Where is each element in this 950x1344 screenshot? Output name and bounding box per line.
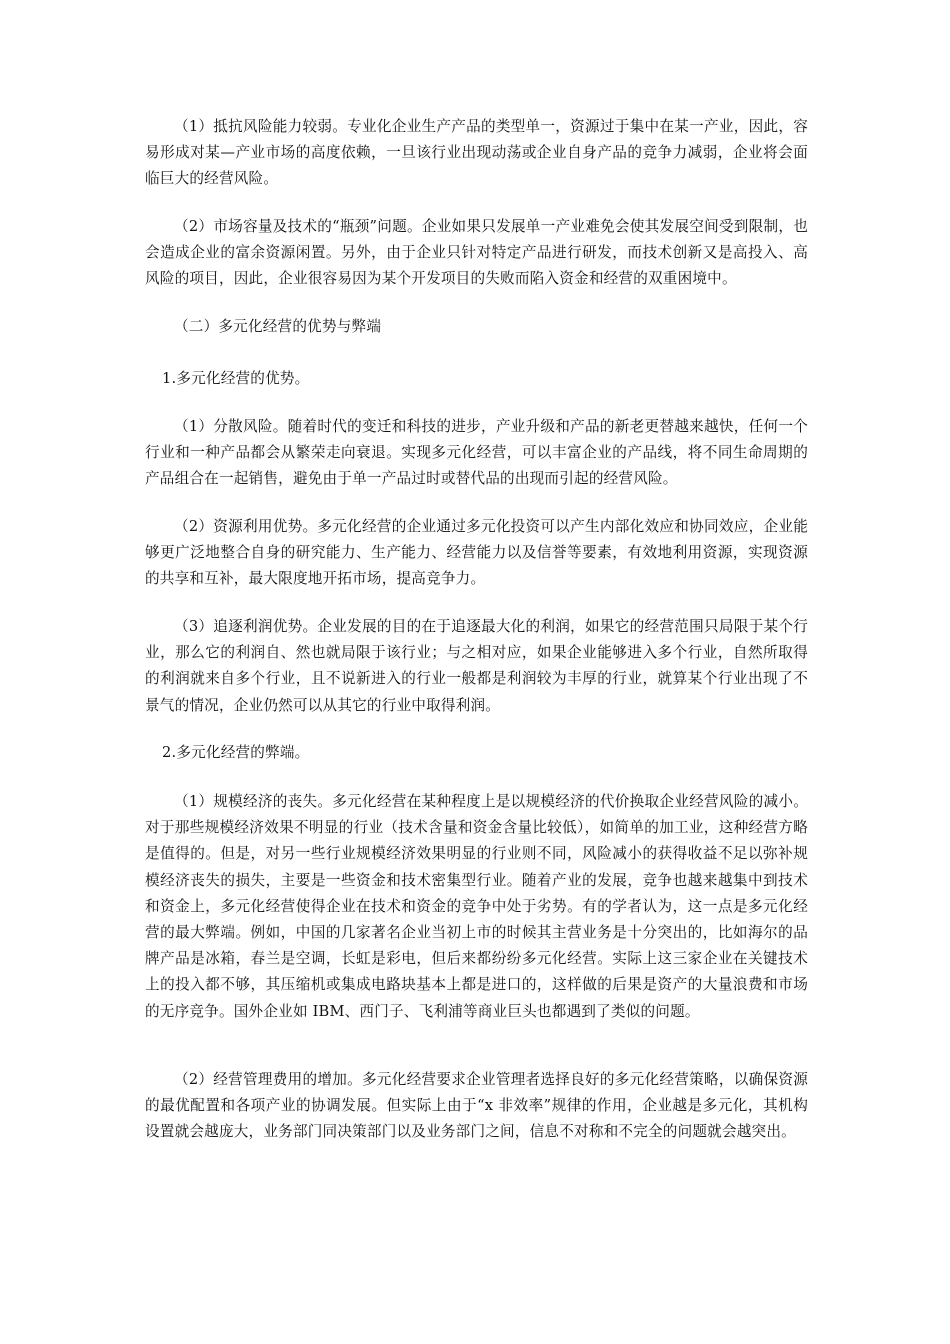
paragraph-profit-pursuit: （3）追逐利润优势。企业发展的目的在于追逐最大化的利润，如果它的经营范围只局限于某个行业，那么它的利润自、然也就局限于该行业；与之相对应，如果企业能够进入多个行业，自然所取得的利润就来自多个行业，且不说新进入的行业一般都是利润较为丰厚的行业，就算某个行业出现了不景气的情况，企业仍然可以从其它的行业中取得利润。 — [145, 618, 808, 714]
subheading-advantages: 1.多元化经营的优势。 — [162, 370, 310, 387]
paragraph-resource-utilization: （2）资源利用优势。多元化经营的企业通过多元化投资可以产生内部化效应和协同效应，企业能够更广泛地整合自身的研究能力、生产能力、经营能力以及信誉等要素，有效地利用资源，实现资源的共享和互补，最大限度地开拓市场，提高竞争力。 — [145, 518, 808, 588]
paragraph-risk-spreading: （1）分散风险。随着时代的变迁和科技的进步，产业升级和产品的新老更替越来越快，任何一个行业和一种产品都会从繁荣走向衰退。实现多元化经营，可以丰富企业的产品线，将不同生命周期的产品组合在一起销售，避免由于单一产品过时或替代品的出现而引起的经营风险。 — [145, 418, 808, 488]
subheading-disadvantages: 2.多元化经营的弊端。 — [162, 744, 310, 761]
paragraph-market-capacity: （2）市场容量及技术的“瓶颈”问题。企业如果只发展单一产业难免会使其发展空间受到限制，也会造成企业的富余资源闲置。另外，由于企业只针对特定产品进行研发，而技术创新又是高投入、高风险的项目，因此，企业很容易因为某个开发项目的失败而陷入资金和经营的双重困境中。 — [145, 218, 808, 288]
paragraph-management-costs: （2）经营管理费用的增加。多元化经营要求企业管理者选择良好的多元化经营策略，以确保资源的最优配置和各项产业的协调发展。但实际上由于“x 非效率”规律的作用，企业越是多元化，其机构设置就会越庞大，业务部门同决策部门以及业务部门之间，信息不对称和不完全的问题就会越突出。 — [145, 1071, 808, 1141]
section-heading-diversification: （二）多元化经营的优势与弊端 — [174, 318, 382, 335]
paragraph-risk-resistance: （1）抵抗风险能力较弱。专业化企业生产产品的类型单一，资源过于集中在某一产业，因此，容易形成对某—产业市场的高度依赖，一旦该行业出现动荡或企业自身产品的竞争力减弱，企业将会面临巨大的经营风险。 — [145, 118, 808, 188]
paragraph-scale-economy-loss: （1）规模经济的丧失。多元化经营在某种程度上是以规模经济的代价换取企业经营风险的减小。对于那些规模经济效果不明显的行业（技术含量和资金含量比较低），如简单的加工业，这种经营方略是值得的。但是，对另一些行业规模经济效果明显的行业则不同，风险减小的获得收益不足以弥补规模经济丧失的损失，主要是一些资金和技术密集型行业。随着产业的发展，竞争也越来越集中到技术和资金上，多元化经营使得企业在技术和资金的竞争中处于劣势。有的学者认为，这一点是多元化经营的最大弊端。例如，中国的几家著名企业当初上市的时候其主营业务是十分突出的，比如海尔的品牌产品是冰箱，春兰是空调，长虹是彩电，但后来都纷纷多元化经营。实际上这三家企业在关键技术上的投入都不够，其压缩机或集成电路块基本上都是进口的，这样做的后果是资产的大量浪费和市场的无序竞争。国外企业如 IBM、西门子、飞利浦等商业巨头也都遇到了类似的问题。 — [145, 793, 808, 1020]
